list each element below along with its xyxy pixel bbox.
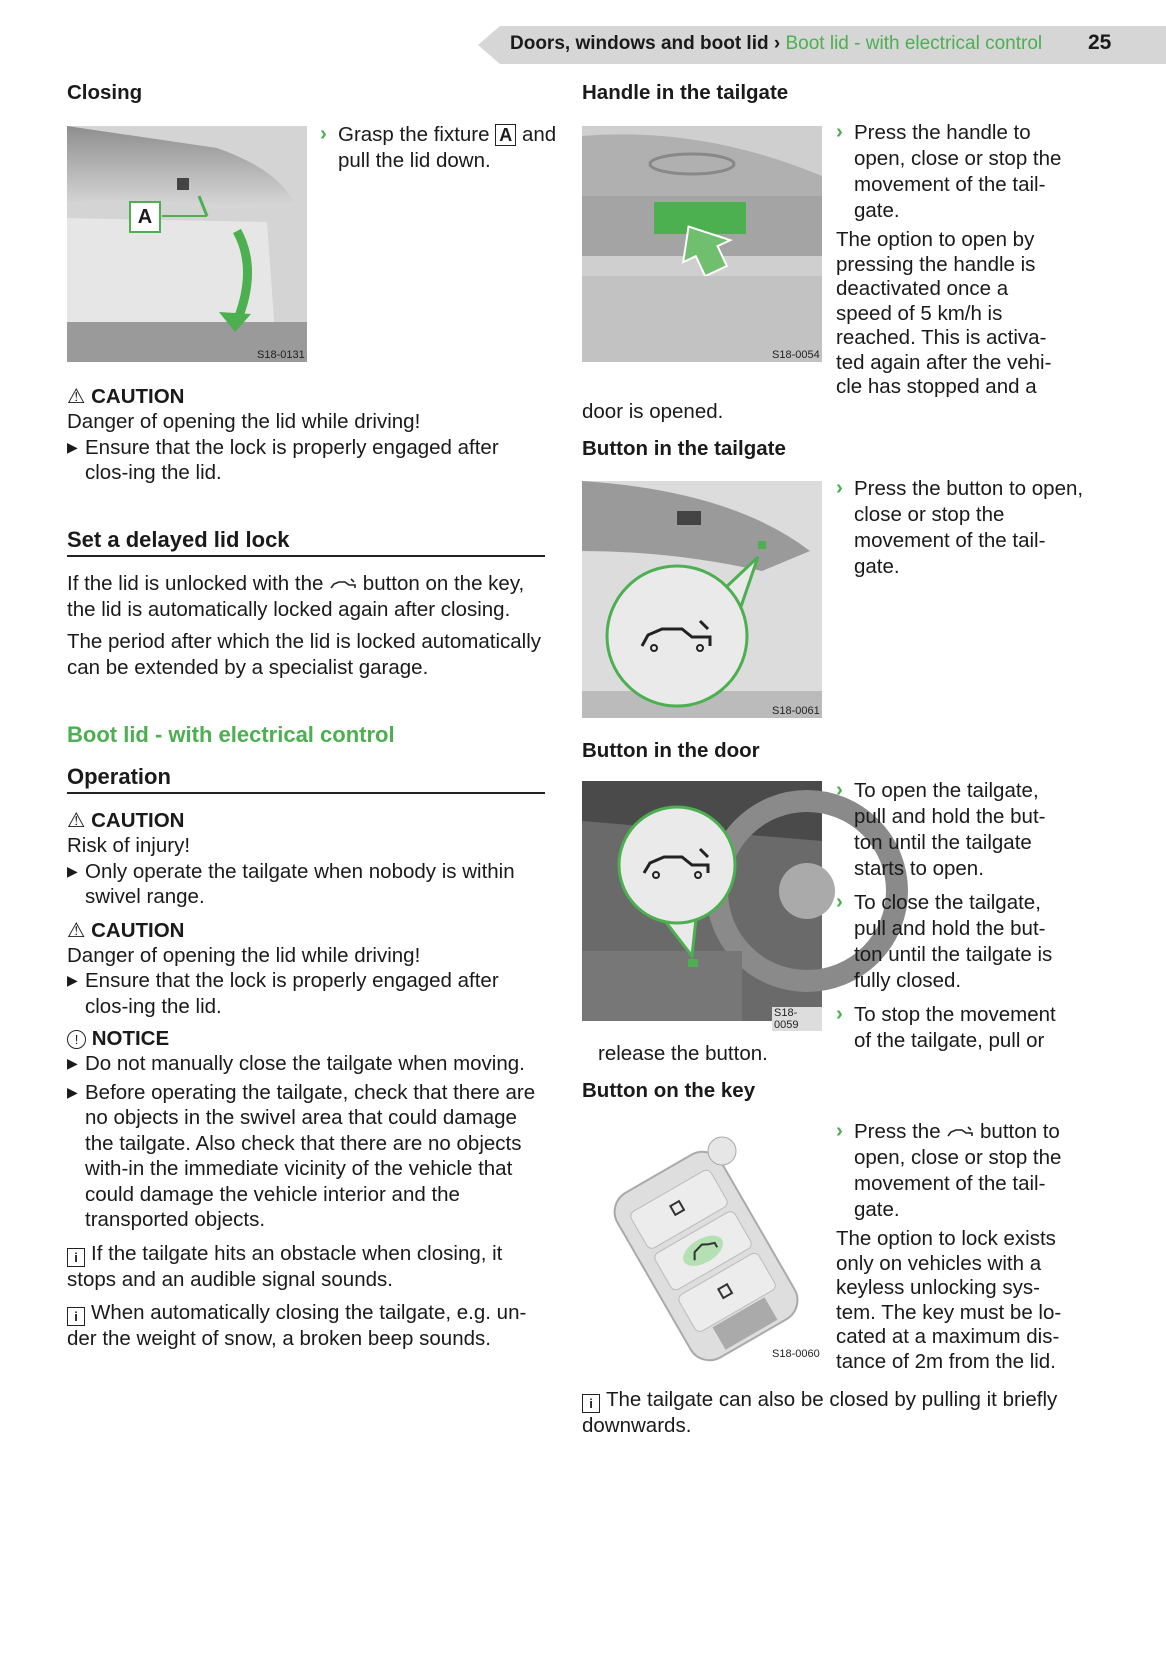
button-door-step [836,778,1068,882]
notice-bullet-text: Before operating the tailgate, check that there are no objects in the swivel area that could damage the tailgate. Also check that there are no objects with-in the immediate vicinity of the vehicle that could damage the vehicle interior and the transported objects. [85,1080,536,1231]
heading-rule [67,792,545,794]
button-key-step [836,1119,1086,1223]
closing-step [320,122,558,174]
info-note [582,1387,1072,1439]
button-key-heading: Button on the key [582,1079,756,1102]
button-door-figure [582,781,822,1031]
caution-text: Risk of injury! [67,834,191,857]
operation-heading: Operation [67,764,171,789]
button-key-step-post: button to open, close or stop the movement of the tail-gate. [854,1120,1062,1221]
bullet-icon: ▶ [67,1055,78,1071]
breadcrumb-separator: › [773,33,781,54]
figure-code: S18-0054 [772,349,820,361]
caution-text: Danger of opening the lid while driving! [67,410,421,433]
caution-bullet-text: Ensure that the lock is properly engaged after clos-ing the lid. [85,435,499,484]
warning-icon: ⚠ [67,385,86,408]
closing-figure [67,126,307,362]
handle-figure [582,126,822,362]
step-chevron-icon: › [320,122,327,145]
button-door-step-text: To stop the movement of the tailgate, pull or [854,1003,1056,1052]
bullet-icon: ▶ [67,862,78,879]
handle-step [836,120,1086,224]
caution-title: CAUTION [91,809,185,832]
figure-code: S18-0061 [772,705,820,717]
button-door-heading: Button in the door [582,739,760,762]
info-icon: i [67,1248,85,1267]
info-icon: i [67,1307,85,1326]
breadcrumb-subsection: Boot lid - with electrical control [785,33,1043,54]
delayed-p1-pre: If the lid is unlocked with the [67,572,324,595]
handle-note-cont: door is opened. [582,400,724,423]
notice-title: NOTICE [91,1027,170,1050]
car-boot-icon [329,576,357,592]
figure-code: S18-0131 [257,349,305,361]
caution-text: Danger of opening the lid while driving! [67,943,421,967]
button-door-step-cont: release the button. [598,1042,768,1065]
fixture-label-a: A [129,201,161,233]
caution-block-1 [67,384,545,486]
notice-bullet-text: Do not manually close the tailgate when moving. [85,1052,525,1075]
handle-heading: Handle in the tailgate [582,81,789,104]
fixture-ref-a: A [495,124,516,146]
delayed-lock-heading: Set a delayed lid lock [67,527,290,552]
notice-bullet [67,1051,545,1077]
info-note [67,1300,545,1352]
caution-bullet [67,859,545,910]
breadcrumb-section: Doors, windows and boot lid [510,33,769,54]
caution-bullet [67,968,545,1019]
info-text: If the tailgate hits an obstacle when closing, it stops and an audible signal sounds. [67,1241,503,1291]
step-chevron-icon: › [836,1119,843,1142]
page-number: 25 [1088,31,1112,54]
breadcrumb [510,33,1042,55]
caution-bullet [67,435,545,486]
warning-icon: ⚠ [67,809,86,832]
figure-code: S18-0059 [772,1007,822,1031]
closing-step-text-2: and pull the lid down. [338,123,557,172]
button-tailgate-figure [582,481,822,718]
caution-bullet-text: Only operate the tailgate when nobody is within swivel range. [85,859,515,908]
caution-title: CAUTION [91,385,185,408]
warning-icon: ⚠ [67,918,86,942]
handle-step-text: Press the handle to open, close or stop the movement of the tail-gate. [854,121,1062,222]
info-text: The tailgate can also be closed by pulling it briefly downwards. [582,1388,1058,1437]
operation-notes [67,808,545,1352]
car-boot-icon [946,1124,974,1140]
step-chevron-icon: › [836,476,843,499]
caution-bullet-text: Ensure that the lock is properly engaged after clos-ing the lid. [85,969,499,1018]
button-tailgate-step [836,476,1086,580]
button-door-step-text: To open the tailgate, pull and hold the but-ton until the tailgate starts to open. [854,779,1046,880]
caution-title: CAUTION [91,918,185,942]
bullet-icon: ▶ [67,972,78,988]
info-text: When automatically closing the tailgate, e.g. un-der the weight of snow, a broken beep sounds. [67,1301,527,1350]
button-door-step-text: To close the tailgate, pull and hold the but-ton until the tailgate is fully closed. [854,891,1053,992]
delayed-paragraph-1 [67,571,547,622]
notice-bullet [67,1080,545,1233]
bullet-icon: ▶ [67,1083,78,1100]
notice-icon: ! [67,1030,86,1049]
button-key-step-pre: Press the [854,1120,941,1143]
bullet-icon: ▶ [67,438,78,455]
button-door-step [836,890,1068,994]
closing-step-text: Grasp the fixture [338,123,490,146]
step-chevron-icon: › [836,1002,843,1025]
step-chevron-icon: › [836,890,843,913]
delayed-p1-post: button on the key, the lid is automatically locked again after closing. [67,572,525,621]
delayed-paragraph-2: The period after which the lid is locked automatically can be extended by a specialist garage. [67,630,542,679]
step-chevron-icon: › [836,120,843,143]
info-note [67,1241,545,1293]
handle-note: The option to open by pressing the handle is deactivated once a speed of 5 km/h is reached. This is activa-ted again after the vehi-cle has stopped and a [836,228,1052,398]
figure-code: S18-0060 [772,1348,820,1360]
boot-lid-heading: Boot lid - with electrical control [67,722,395,747]
button-key-figure [582,1121,822,1361]
step-chevron-icon: › [836,778,843,801]
heading-rule [67,555,545,557]
button-tailgate-step-text: Press the button to open, close or stop the movement of the tail-gate. [854,477,1084,578]
button-key-note: The option to lock exists only on vehicles with a keyless unlocking sys-tem. The key must be lo-cated at a maximum dis-tance of 2m from the lid. [836,1227,1062,1373]
info-icon: i [582,1394,600,1413]
closing-heading: Closing [67,81,143,104]
button-tailgate-heading: Button in the tailgate [582,437,786,460]
button-door-steps [836,778,1068,1054]
